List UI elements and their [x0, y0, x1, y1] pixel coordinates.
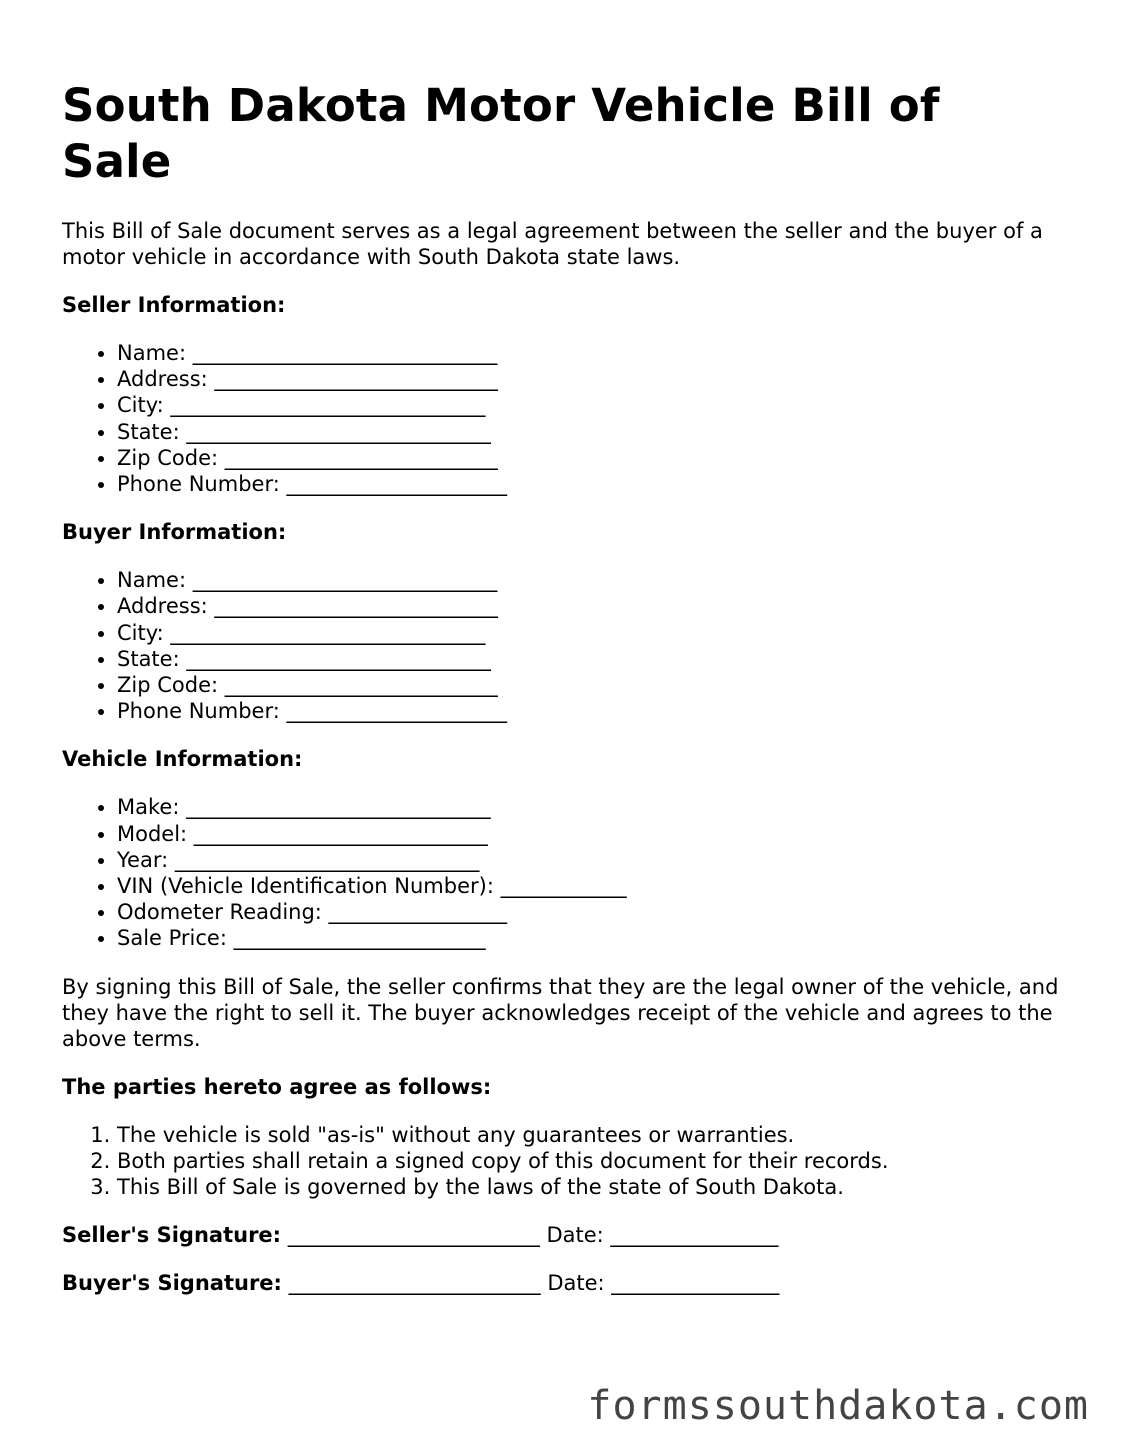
seller-state-field: • State: _____________________________	[117, 419, 1062, 445]
intro-paragraph: This Bill of Sale document serves as a legal agreement between the seller and the buyer of a motor vehicle in accordance with South Dakota state laws.	[62, 219, 1043, 269]
seller-name-field: • Name: _____________________________	[117, 340, 1062, 366]
vehicle-model-field: • Model: ____________________________	[117, 821, 1062, 847]
seller-city-field: • City: ______________________________	[117, 392, 1062, 418]
vehicle-year-field: • Year: _____________________________	[117, 847, 1062, 873]
closing-paragraph: By signing this Bill of Sale, the seller confirms that they are the legal owner of the vehicle, and they have the right to sell it. The buyer acknowledges receipt of the vehicle and agrees to the above terms.	[62, 974, 1059, 1051]
buyer-name-field: • Name: _____________________________	[117, 567, 1062, 593]
seller-signature-label: Seller's Signature:	[62, 1223, 282, 1248]
seller-signature-line	[62, 1222, 1062, 1248]
vehicle-vin-field: • VIN (Vehicle Identification Number): ____________	[117, 873, 1062, 899]
buyer-zip-field: • Zip Code: __________________________	[117, 672, 1062, 698]
buyer-heading: Buyer Information:	[62, 520, 287, 545]
vehicle-price-field: • Sale Price: ________________________	[117, 925, 1062, 951]
seller-zip-field: • Zip Code: __________________________	[117, 445, 1062, 471]
seller-address-field: • Address: ___________________________	[117, 366, 1062, 392]
seller-signature-blank: ________________________ Date: ________________	[287, 1223, 779, 1248]
terms-list	[62, 1122, 1062, 1201]
page-title: South Dakota Motor Vehicle Bill of Sale	[62, 79, 940, 188]
site-watermark: formssouthdakota.com	[587, 1383, 1089, 1429]
buyer-phone-field: • Phone Number: _____________________	[117, 698, 1062, 724]
seller-heading: Seller Information:	[62, 293, 286, 317]
term-item: 1. The vehicle is sold "as-is" without any guarantees or warranties.	[117, 1122, 1062, 1148]
vehicle-heading: Vehicle Information:	[62, 747, 303, 772]
term-item: 2. Both parties shall retain a signed copy of this document for their records.	[117, 1148, 1062, 1174]
buyer-field-list	[62, 567, 1062, 724]
seller-phone-field: • Phone Number: _____________________	[117, 471, 1062, 497]
term-item: 3. This Bill of Sale is governed by the laws of the state of South Dakota.	[117, 1174, 1062, 1200]
vehicle-field-list	[62, 794, 1062, 951]
buyer-address-field: • Address: ___________________________	[117, 593, 1062, 619]
buyer-signature-label: Buyer's Signature:	[62, 1271, 282, 1296]
vehicle-make-field: • Make: _____________________________	[117, 794, 1062, 820]
document-page	[62, 78, 1062, 1296]
terms-heading: The parties hereto agree as follows:	[62, 1074, 492, 1099]
buyer-state-field: • State: _____________________________	[117, 646, 1062, 672]
buyer-city-field: • City: ______________________________	[117, 620, 1062, 646]
seller-field-list	[62, 340, 1062, 497]
vehicle-odometer-field: • Odometer Reading: _________________	[117, 899, 1062, 925]
buyer-signature-line	[62, 1270, 1062, 1296]
buyer-signature-blank: ________________________ Date: ________________	[288, 1271, 780, 1296]
